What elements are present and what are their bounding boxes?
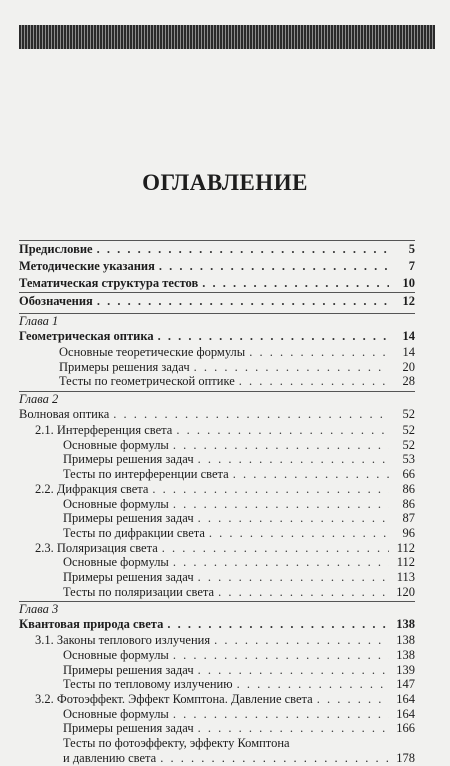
toc-item: Тесты по дифракции света . . . 96 xyxy=(19,526,415,541)
toc-item: Тесты по тепловому излучению . . . 147 xyxy=(19,677,415,692)
toc-item: Тесты по поляризации света . . . 120 xyxy=(19,585,415,600)
section-title: 2.2. Дифракция света . . . 86 xyxy=(19,482,415,497)
chapter-title: Геометрическая оптика . . . 14 xyxy=(19,328,415,345)
section-title: 2.3. Поляризация света . . . 112 xyxy=(19,541,415,556)
toc-item: Основные теоретические формулы . . . 14 xyxy=(19,345,415,360)
toc-item-line: и давлению света . . . 178 xyxy=(63,751,415,766)
toc-item: Основные формулы . . . 112 xyxy=(19,555,415,570)
toc-item: Основные формулы . . . 52 xyxy=(19,438,415,453)
toc-item: Основные формулы . . . 86 xyxy=(19,497,415,512)
table-of-contents xyxy=(19,240,415,766)
header-bar xyxy=(19,25,435,49)
toc-item: Основные формулы . . . 138 xyxy=(19,648,415,663)
toc-entry-structure: Тематическая структура тестов . . . 10 xyxy=(19,275,415,292)
toc-entry-notation: Обозначения . . . 12 xyxy=(19,293,415,310)
section-title: 3.2. Фотоэффект. Эффект Комптона. Давление света . . . 164 xyxy=(19,692,415,707)
toc-item: Примеры решения задач . . . 20 xyxy=(19,360,415,375)
toc-item: Примеры решения задач . . . 113 xyxy=(19,570,415,585)
toc-item: Примеры решения задач . . . 53 xyxy=(19,452,415,467)
toc-item: Основные формулы . . . 164 xyxy=(19,707,415,722)
page-title: ОГЛАВЛЕНИЕ xyxy=(142,170,308,195)
toc-entry-preface: Предисловие . . . 5 xyxy=(19,241,415,258)
chapter-title: Волновая оптика . . . 52 xyxy=(19,406,415,423)
toc-item-multiline xyxy=(19,736,415,765)
toc-item-line: Тесты по фотоэффекту, эффекту Комптона xyxy=(63,736,290,751)
toc-item: Тесты по геометрической оптике . . . 28 xyxy=(19,374,415,389)
chapter-label: Глава 2 xyxy=(19,392,59,407)
section-title: 3.1. Законы теплового излучения . . . 138 xyxy=(19,633,415,648)
toc-entry-method: Методические указания . . . 7 xyxy=(19,258,415,275)
toc-item: Примеры решения задач . . . 166 xyxy=(19,721,415,736)
toc-item: Примеры решения задач . . . 87 xyxy=(19,511,415,526)
toc-item: Тесты по интерференции света . . . 66 xyxy=(19,467,415,482)
chapter-title: Квантовая природа света . . . 138 xyxy=(19,616,415,633)
chapter-label: Глава 3 xyxy=(19,602,59,617)
chapter-label: Глава 1 xyxy=(19,314,59,328)
toc-item: Примеры решения задач . . . 139 xyxy=(19,663,415,678)
section-title: 2.1. Интерференция света . . . 52 xyxy=(19,423,415,438)
